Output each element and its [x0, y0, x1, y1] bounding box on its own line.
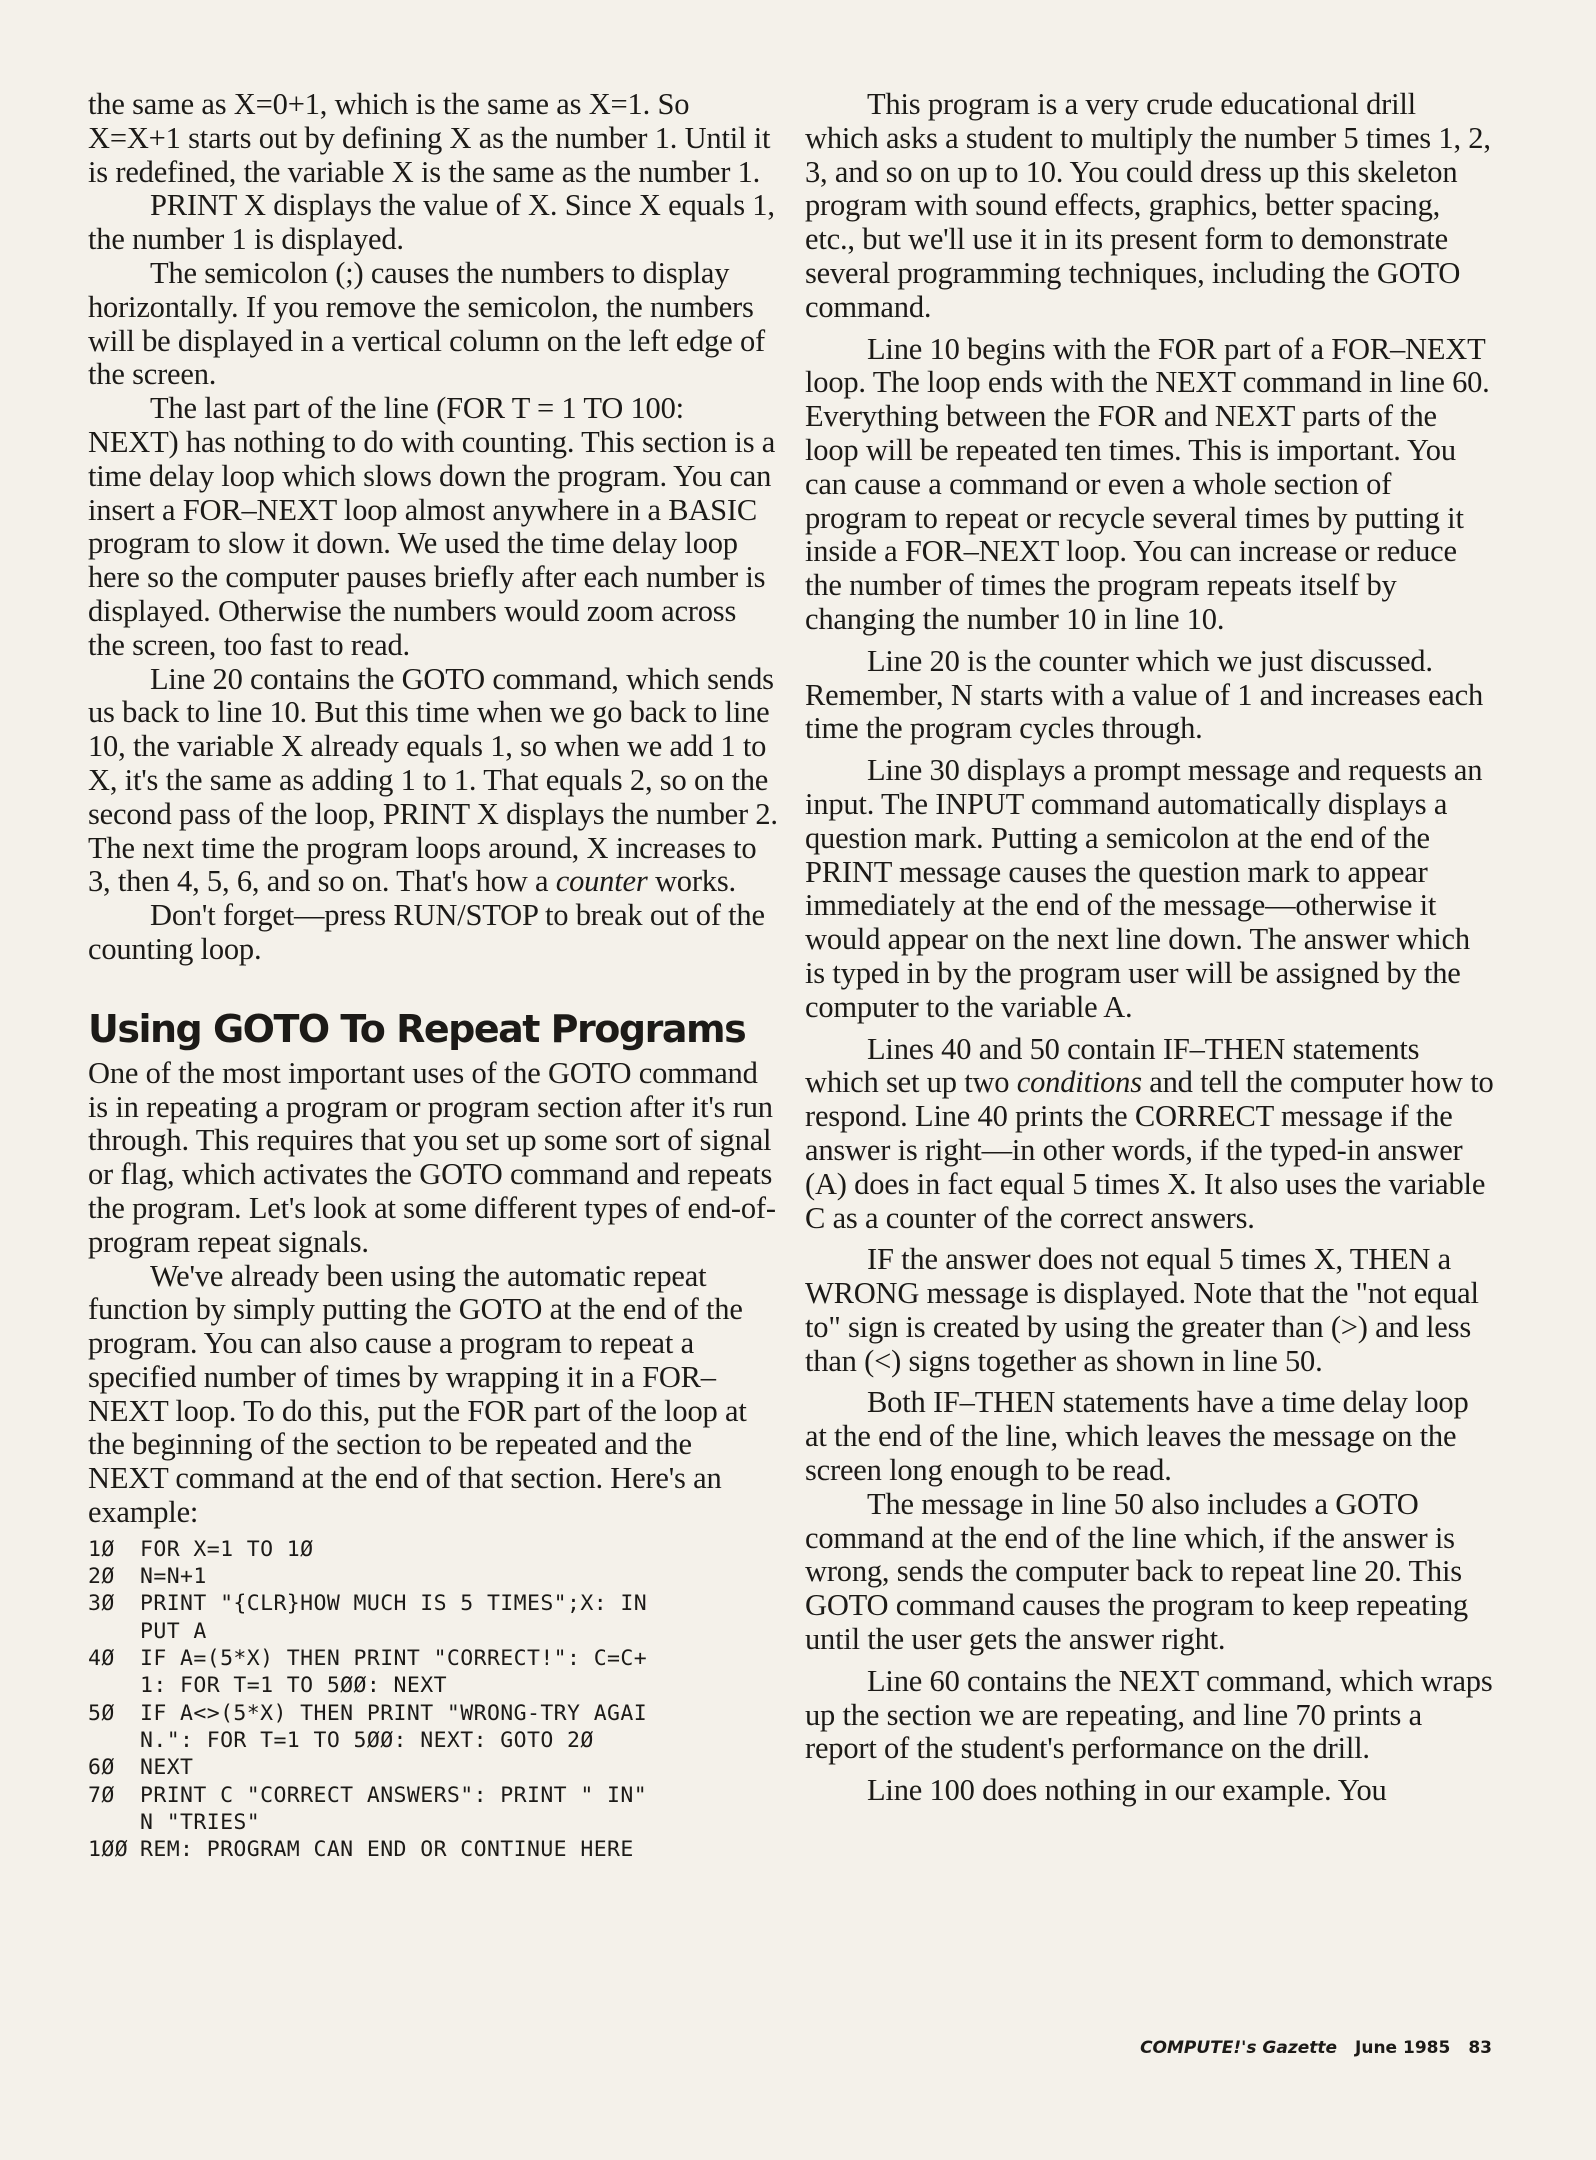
paragraph: Line 60 contains the NEXT command, which wraps up the section we are repeating, and line 70 prints a report of the student's performance on the drill. [805, 1663, 1493, 1766]
paragraph: The semicolon (;) causes the numbers to display horizontally. If you remove the semicolon, the numbers will be displayed in a vertical column on the left edge of the screen. [88, 255, 765, 392]
paragraph: Line 30 displays a prompt message and requests an input. The INPUT command automatically displays a question mark. Putting a semicolon at the end of the PRINT message causes the question mark to appear immediately at the end of the message—otherwise it would appear on the next line down. The answer which is typed in by the program user will be assigned by the computer to the variable A. [805, 753, 1483, 1024]
paragraph-text: Lines 40 and 50 contain IF–THEN statements which set up two [805, 1031, 1420, 1100]
line-number: 4Ø [88, 1646, 115, 1672]
code-statement: IF A<>(5*X) THEN PRINT "WRONG-TRY AGAI N.": FOR T=1 TO 5ØØ: NEXT: GOTO 2Ø [140, 1700, 648, 1753]
code-statement: FOR X=1 TO 1Ø [140, 1536, 314, 1562]
paragraph: Line 100 does nothing in our example. You [867, 1773, 1387, 1808]
emphasis-counter: counter [555, 864, 648, 899]
code-statement: PRINT "{CLR}HOW MUCH IS 5 TIMES";X: IN PUT A [140, 1591, 648, 1644]
page-footer [1140, 2038, 1492, 2058]
code-line [88, 1836, 778, 1863]
paragraph: PRINT X displays the value of X. Since X equals 1, the number 1 is displayed. [88, 188, 775, 257]
code-line [88, 1782, 778, 1837]
paragraph: Line 20 is the counter which we just discussed. Remember, N starts with a value of 1 and increases each time the program cycles through. [805, 643, 1484, 746]
publication-name: COMPUTE!'s Gazette [1140, 2038, 1338, 2058]
paragraph: the same as X=0+1, which is the same as X=1. So X=X+1 starts out by defining X as the number 1. Until it is redefined, the variable X is the same as the number 1. [88, 87, 771, 189]
left-column [88, 88, 778, 1863]
paragraph [88, 663, 778, 900]
code-statement: NEXT [140, 1755, 194, 1781]
right-column [805, 88, 1495, 1808]
line-number: 6Ø [88, 1755, 115, 1781]
line-number: 1Ø [88, 1536, 115, 1562]
paragraph: The last part of the line (FOR T = 1 TO 100: NEXT) has nothing to do with counting. This section is a time delay loop which slows down the program. You can insert a FOR–NEXT loop almost anywhere in a BASIC program to slow it down. We used the time delay loop here so the computer pauses briefly after each number is displayed. Otherwise the numbers would zoom across the screen, too fast to read. [88, 391, 776, 662]
line-number: 1ØØ [88, 1837, 129, 1863]
issue-date: June 1985 [1355, 2038, 1451, 2058]
paragraph-text: Line 20 contains the GOTO command, which sends us back to line 10. But this time when we go back to line 10, the variable X already equals 1, so when we add 1 to X, it's the same as adding 1 to 1. That equals 2, so on the second pass of the loop, PRINT X displays the number 2. The next time the program loops around, X increases to 3, then 4, 5, 6, and so on. That's how a [88, 661, 778, 899]
line-number: 5Ø [88, 1700, 115, 1726]
paragraph [805, 1033, 1495, 1236]
code-line [88, 1700, 778, 1755]
code-statement: PRINT C "CORRECT ANSWERS": PRINT " IN" N "TRIES" [140, 1782, 648, 1835]
code-statement: REM: PROGRAM CAN END OR CONTINUE HERE [140, 1837, 634, 1863]
line-number: 7Ø [88, 1782, 115, 1808]
code-statement: N=N+1 [140, 1564, 207, 1590]
page-number: 83 [1468, 2038, 1492, 2058]
code-line [88, 1563, 778, 1590]
paragraph: IF the answer does not equal 5 times X, THEN a WRONG message is displayed. Note that the "not equal to" sign is created by using the greater than (>) and less than (<) signs together as shown in line 50. [805, 1242, 1479, 1378]
paragraph-text-tail: works. [647, 864, 736, 899]
line-number: 3Ø [88, 1591, 115, 1617]
paragraph: One of the most important uses of the GOTO command is in repeating a program or program section after it's run through. This requires that you set up some sort of signal or flag, which activates the GOTO command and repeats the program. Let's look at some different types of end-of-program repeat signals. [88, 1055, 776, 1259]
paragraph: We've already been using the automatic repeat function by simply putting the GOTO at the end of the program. You can also cause a program to repeat a specified number of times by wrapping it in a FOR–NEXT loop. To do this, put the FOR part of the loop at the beginning of the section to be repeated and the NEXT command at the end of that section. Here's an example: [88, 1258, 747, 1530]
code-line [88, 1590, 778, 1645]
code-line [88, 1754, 778, 1781]
code-listing [88, 1536, 778, 1864]
paragraph-text-tail: and tell the computer how to respond. Line 40 prints the CORRECT message if the answer is right—in other words, if the typed-in answer (A) does in fact equal 5 times X. It also uses the variable C as a counter of the correct answers. [805, 1065, 1494, 1235]
emphasis-conditions: conditions [1016, 1065, 1142, 1100]
paragraph: This program is a very crude educational drill which asks a student to multiply the number 5 times 1, 2, 3, and so on up to 10. You could dress up this skeleton program with sound effects, graphics, better spacing, etc., but we'll use it in its present form to demonstrate several programming techniques, including the GOTO command. [805, 87, 1491, 324]
line-number: 2Ø [88, 1564, 115, 1590]
paragraph: Line 10 begins with the FOR part of a FOR–NEXT loop. The loop ends with the NEXT command in line 60. Everything between the FOR and NEXT parts of the loop will be repeated ten times. This is important. You can cause a command or even a whole section of program to repeat or recycle several times by putting it inside a FOR–NEXT loop. You can increase or reduce the number of times the program repeats itself by changing the number 10 in line 10. [805, 331, 1490, 636]
code-statement: IF A=(5*X) THEN PRINT "CORRECT!": C=C+ 1: FOR T=1 TO 5ØØ: NEXT [140, 1646, 648, 1699]
code-line [88, 1645, 778, 1700]
paragraph: The message in line 50 also includes a GOTO command at the end of the line which, if the answer is wrong, sends the computer back to repeat line 20. This GOTO command causes the program to keep repeating until the user gets the answer right. [805, 1486, 1468, 1657]
paragraph: Both IF–THEN statements have a time delay loop at the end of the line, which leaves the message on the screen long enough to be read. [805, 1385, 1469, 1488]
code-line [88, 1536, 778, 1563]
paragraph: Don't forget—press RUN/STOP to break out of the counting loop. [88, 898, 765, 966]
section-heading: Using GOTO To Repeat Programs [88, 1006, 746, 1051]
